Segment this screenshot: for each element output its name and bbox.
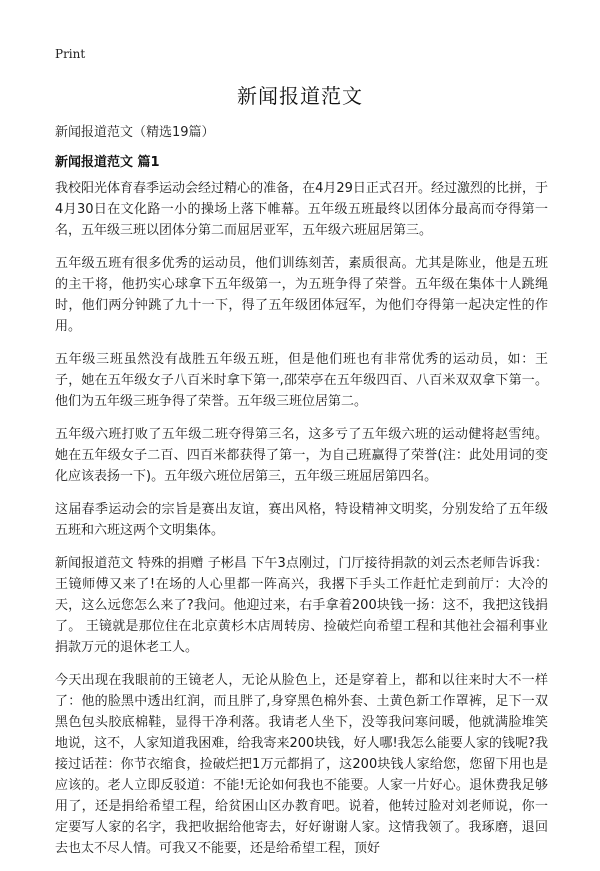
paragraph: 五年级三班虽然没有战胜五年级五班，但是他们班也有非常优秀的运动员，如：王子，她在五年级女子八百米时拿下第一,邵荣亭在五年级四百、八百米双双拿下第一。他们为五年级三班争得了荣誉。五年级三班位居第二。 xyxy=(55,352,548,409)
page-title: 新闻报道范文 xyxy=(237,84,363,108)
paragraph: 五年级六班打败了五年级二班夺得第三名，这多亏了五年级六班的运动健将赵雪纯。她在五年级女子二百、四百米都获得了第一，为自己班赢得了荣誉(注：此处用词的变化应该表扬一下)。五年级六班位居第三，五年级三班屈居第四名。 xyxy=(55,427,548,484)
paragraph: 新闻报道范文 特殊的捐赠 子彬昌 下午3点刚过，门厅接待捐款的刘云杰老师告诉我：王镜师傅又来了!在场的人心里都一阵高兴，我撂下手头工作赶忙走到前厅：大冷的天，这么远您怎么来了?我问。他迎过来，右手拿着200块钱一扬：这不，我把这钱捐了。 王镜就是那位住在北京黄杉木店周转房、捡破烂向希望工程和其他社会福利事业捐款万元的退休老工人。 xyxy=(55,556,548,655)
paragraph: 五年级五班有很多优秀的运动员，他们训练刻苦，素质很高。尤其是陈业，他是五班的主干将，他扔实心球拿下五年级第一，为五班争得了荣誉。五年级在集体十人跳绳时，他们两分钟跳了九十一下，得了五年级团体冠军，为他们夺得第一起决定性的作用。 xyxy=(55,256,548,334)
document-subtitle: 新闻报道范文（精选19篇） xyxy=(55,125,215,140)
print-label[interactable]: Print xyxy=(55,47,86,61)
article-body xyxy=(55,178,548,871)
paragraph: 这届春季运动会的宗旨是赛出友谊，赛出风格，特设精神文明奖，分别发给了五年级五班和六班这两个文明集体。 xyxy=(55,502,548,538)
section-heading: 新闻报道范文 篇1 xyxy=(55,155,160,170)
paragraph: 今天出现在我眼前的王镜老人，无论从脸色上，还是穿着上，都和以往来时大不一样了：他的脸黑中透出红润，而且胖了,身穿黑色棉外套、土黄色新工作罩裤，足下一双黑色包头胶底棉鞋，显得干净利落。我请老人坐下，没等我问寒问暖，他就满脸堆笑地说，这不，人家知道我困难，给我寄来200块钱，好人哪!我怎么能要人家的钱呢?我接过话茬：你节衣缩食，捡破烂把1万元都捐了，这200块钱人家给您，您留下用也是应该的。老人立即反驳道：不能!无论如何我也不能要。人家一片好心。退休费我足够用了，还是捐给希望工程，给贫困山区办教育吧。说着，他转过脸对刘老师说，你一定要写人家的名字，我把收据给他寄去，好好谢谢人家。这情我领了。我琢磨，退回去也太不尽人情。可我又不能要，还是给希望工程，顶好 xyxy=(55,673,548,856)
paragraph: 我校阳光体育春季运动会经过精心的准备，在4月29日正式召开。经过激烈的比拼，于4月30日在文化路一小的操场上落下帷幕。五年级五班最终以团体分最高而夺得第一名，五年级三班以团体分第二而屈居亚军，五年级六班屈居第三。 xyxy=(55,181,548,238)
